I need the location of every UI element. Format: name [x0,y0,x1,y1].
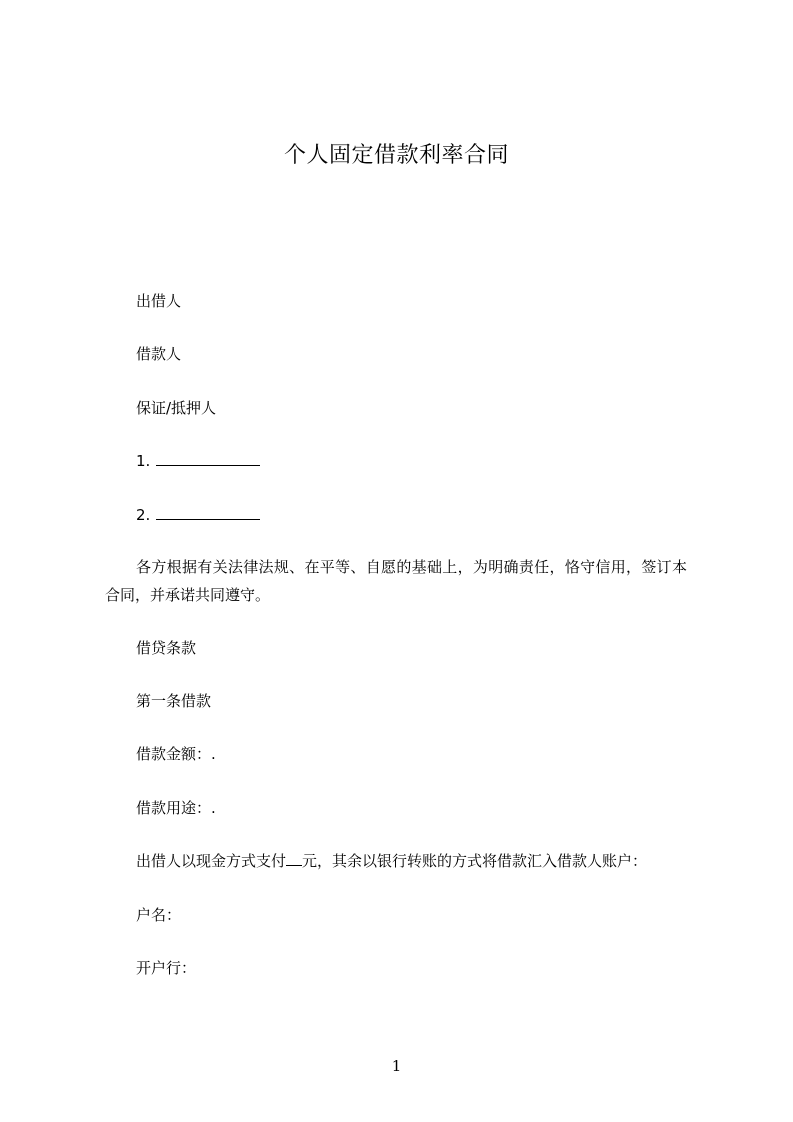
section-heading: 借贷条款 [136,639,197,657]
guarantor-1-number: 1. [136,452,151,470]
borrower-label: 借款人 [136,345,182,363]
loan-amount-line: 借款金额：. [136,745,216,763]
preamble-paragraph: 各方根据有关法律法规、在平等、自愿的基础上，为明确责任，恪守信用，签订本合同，并承诺共同遵守。 [105,558,687,604]
lender-label: 出借人 [136,292,182,310]
guarantor-2-number: 2. [136,506,151,524]
article-1-heading: 第一条借款 [136,692,212,710]
guarantor-2-blank [156,505,260,520]
payment-method-prefix: 出借人以现金方式支付 [136,852,287,870]
bank-line: 开户行： [136,959,197,977]
payment-method-line [136,851,647,871]
loan-purpose-line: 借款用途：. [136,799,216,817]
page-number: 1 [391,1057,402,1075]
payment-method-suffix: 元，其余以银行转账的方式将借款汇入借款人账户： [302,852,648,870]
document-title: 个人固定借款利率合同 [283,143,509,168]
cash-amount-blank [286,851,302,866]
guarantor-line-2 [136,505,260,525]
guarantor-1-blank [156,451,260,466]
guarantor-label: 保证/抵押人 [136,399,217,417]
guarantor-line-1 [136,451,260,471]
account-name-line: 户名： [136,906,182,924]
